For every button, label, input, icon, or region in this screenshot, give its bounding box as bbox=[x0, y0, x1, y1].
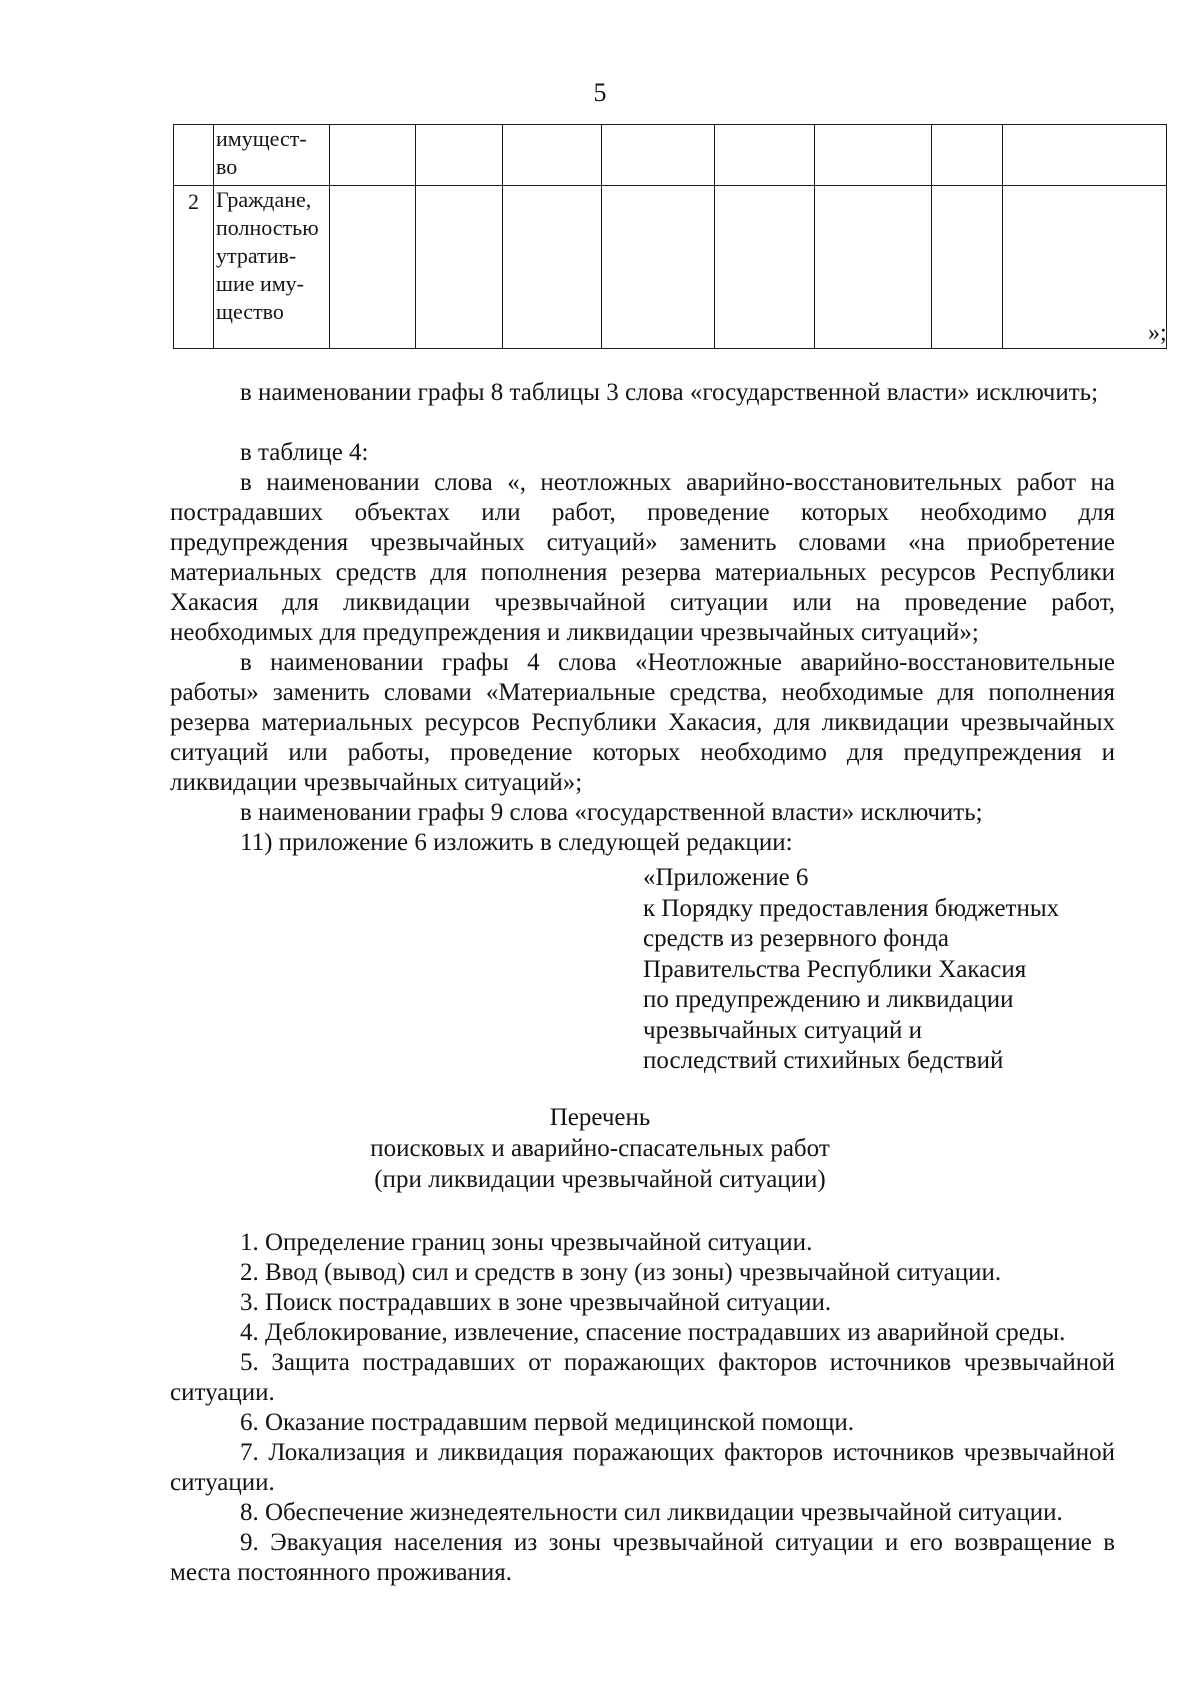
paragraph-graph8: в наименовании графы 8 таблицы 3 слова «государственной власти» исключить; bbox=[240, 379, 1099, 406]
list-title bbox=[0, 1102, 1200, 1195]
list-title-subheading: поисковых и аварийно-спасательных работ bbox=[370, 1135, 830, 1162]
appendix-header-line: к Порядку предоставления бюджетных bbox=[643, 894, 1060, 922]
paragraph-name-words: в наименовании слова «, неотложных аварийно-восстановительных работ на пострадавших объектах или работ, проведение которых необходимо для предупреждения чрезвычайных ситуаций» заменить словами «на приобретение материальных средств для пополнения резерва материальных ресурсов Республики Хакасия для ликвидации чрезвычайной ситуации или на проведение работ, необходимых для предупреждения и ликвидации чрезвычайных ситуаций»; bbox=[170, 469, 1115, 646]
cell-text-line: имущест- bbox=[216, 126, 307, 151]
table-row bbox=[174, 186, 1167, 349]
paragraph-appendix6: 11) приложение 6 изложить в следующей редакции: bbox=[240, 829, 793, 856]
table-cell-empty bbox=[932, 186, 1003, 349]
appendix-header-line: по предупреждению и ликвидации bbox=[643, 986, 1014, 1013]
list-item: 6. Оказание пострадавшим первой медицинской помощи. bbox=[240, 1409, 855, 1436]
table-fragment bbox=[173, 124, 1167, 349]
table-cell-empty bbox=[503, 186, 602, 349]
table-cell-empty bbox=[416, 125, 503, 186]
table-cell-empty bbox=[1003, 125, 1167, 186]
table-cell-empty bbox=[715, 186, 815, 349]
table-cell-empty bbox=[932, 125, 1003, 186]
cell-text-line: щество bbox=[216, 299, 284, 324]
table-cell-empty bbox=[815, 125, 932, 186]
cell-text-line: утратив- bbox=[216, 243, 297, 268]
cell-text-line: шие иму- bbox=[216, 271, 304, 296]
cell-text-line: во bbox=[216, 154, 238, 179]
list-item: 7. Локализация и ликвидация поражающих факторов источников чрезвычайной ситуации. bbox=[170, 1439, 1115, 1496]
list-item: 4. Деблокирование, извлечение, спасение пострадавших из аварийной среды. bbox=[240, 1319, 1066, 1346]
list-item: 5. Защита пострадавших от поражающих факторов источников чрезвычайной ситуации. bbox=[170, 1349, 1115, 1406]
appendix-header-line: чрезвычайных ситуаций и bbox=[643, 1016, 923, 1044]
table-cell-empty bbox=[602, 186, 715, 349]
list-title-heading: Перечень bbox=[549, 1104, 651, 1131]
table-row bbox=[174, 125, 1167, 186]
table-cell-number: 2 bbox=[174, 186, 214, 349]
appendix-header-line: средств из резервного фонда bbox=[643, 925, 949, 952]
list-item: 1. Определение границ зоны чрезвычайной ситуации. bbox=[240, 1229, 813, 1256]
closing-quote-mark: »; bbox=[1148, 320, 1167, 346]
list-item: 3. Поиск пострадавших в зоне чрезвычайной ситуации. bbox=[240, 1289, 832, 1316]
list-item: 9. Эвакуация населения из зоны чрезвычайной ситуации и его возвращение в места постоянного проживания. bbox=[170, 1529, 1115, 1586]
list-item: 2. Ввод (вывод) сил и средств в зону (из зоны) чрезвычайной ситуации. bbox=[240, 1259, 1002, 1286]
appendix-header bbox=[643, 863, 1123, 1077]
appendix-header-line: «Приложение 6 bbox=[643, 864, 809, 891]
table-cell-category bbox=[214, 125, 330, 186]
table-cell-empty bbox=[416, 186, 503, 349]
paragraph-table4: в таблице 4: bbox=[240, 439, 369, 466]
list-title-note: (при ликвидации чрезвычайной ситуации) bbox=[374, 1166, 826, 1193]
appendix-header-line: Правительства Республики Хакасия bbox=[643, 955, 1027, 983]
table-cell-category bbox=[214, 186, 330, 349]
table-cell-empty bbox=[330, 186, 416, 349]
table-cell-empty bbox=[715, 125, 815, 186]
page-number: 5 bbox=[593, 78, 607, 107]
table-cell-number bbox=[174, 125, 214, 186]
table-cell-empty bbox=[1003, 186, 1167, 349]
table-cell-empty bbox=[330, 125, 416, 186]
paragraph-graph4: в наименовании графы 4 слова «Неотложные аварийно-восстановительные работы» заменить словами «Материальные средства, необходимые для пополнения резерва материальных ресурсов Республики Хакасия, для ликвидации чрезвычайных ситуаций или работы, проведение которых необходимо для предупреждения и ликвидации чрезвычайных ситуаций»; bbox=[170, 649, 1115, 796]
paragraph-graph9: в наименовании графы 9 слова «государственной власти» исключить; bbox=[240, 799, 983, 826]
table-cell-empty bbox=[503, 125, 602, 186]
list-item: 8. Обеспечение жизнедеятельности сил ликвидации чрезвычайной ситуации. bbox=[240, 1499, 1063, 1526]
cell-text-line: полностью bbox=[216, 215, 319, 240]
table-cell-empty bbox=[602, 125, 715, 186]
cell-text-line: Граждане, bbox=[216, 187, 312, 212]
table-cell-empty bbox=[815, 186, 932, 349]
appendix-header-line: последствий стихийных бедствий bbox=[643, 1047, 1004, 1074]
